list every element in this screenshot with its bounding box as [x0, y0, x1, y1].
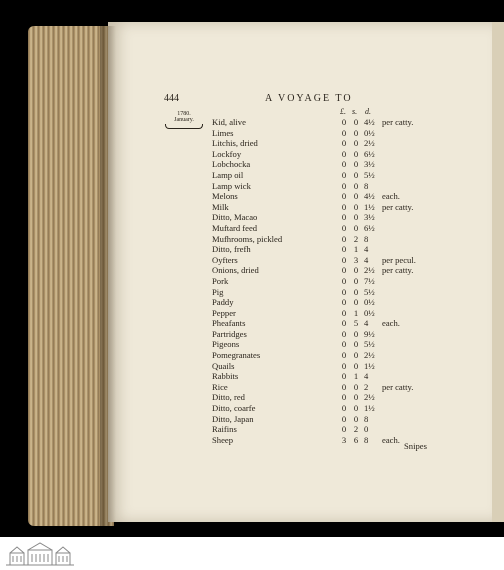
pence-value: 9½ [364, 328, 375, 339]
pounds-value: 0 [341, 201, 347, 212]
item-name: Ditto, coarfe [212, 403, 256, 414]
pounds-value: 0 [341, 265, 347, 276]
pounds-value: 0 [341, 392, 347, 403]
price-row [0, 424, 504, 435]
shillings-value: 0 [353, 328, 359, 339]
pence-value: 1½ [364, 201, 375, 212]
pounds-value: 0 [341, 360, 347, 371]
item-name: Lobchocka [212, 159, 251, 170]
item-name: Ditto, Japan [212, 413, 254, 424]
shillings-value: 0 [353, 212, 359, 223]
column-headers [0, 107, 504, 117]
pounds-value: 0 [341, 371, 347, 382]
price-row [0, 255, 504, 266]
shillings-value: 0 [353, 148, 359, 159]
margin-month: January. [174, 117, 194, 123]
item-name: Lockfoy [212, 148, 242, 159]
item-name: Ditto, frefh [212, 244, 251, 255]
shillings-value: 0 [353, 413, 359, 424]
shillings-value: 0 [353, 360, 359, 371]
shillings-value: 0 [353, 286, 359, 297]
item-name: Limes [212, 127, 234, 138]
price-row [0, 181, 504, 192]
margin-year: 1780. [177, 111, 191, 117]
item-name: Pork [212, 275, 229, 286]
shillings-value: 6 [353, 434, 359, 445]
price-list [0, 117, 504, 445]
price-row [0, 170, 504, 181]
pounds-value: 0 [341, 117, 347, 127]
item-name: Lamp oil [212, 169, 244, 180]
shillings-value: 0 [353, 127, 359, 138]
shillings-value: 1 [353, 307, 359, 318]
item-name: Ditto, Macao [212, 212, 258, 223]
shillings-value: 0 [353, 403, 359, 414]
pence-value: 8 [364, 413, 369, 424]
pounds-value: 0 [341, 233, 347, 244]
item-name: Pepper [212, 307, 236, 318]
price-row [0, 159, 504, 170]
pounds-value: 0 [341, 381, 347, 392]
shillings-value: 0 [353, 180, 359, 191]
pence-value: 8 [364, 233, 369, 244]
pence-value: 3½ [364, 212, 375, 223]
item-name: Partridges [212, 328, 247, 339]
pence-value: 2 [364, 381, 369, 392]
price-row [0, 287, 504, 298]
price-row [0, 234, 504, 245]
price-row [0, 191, 504, 202]
pence-value: 0½ [364, 297, 375, 308]
pence-value: 4½ [364, 191, 375, 202]
pence-value: 4 [364, 371, 369, 382]
shillings-value: 3 [353, 254, 359, 265]
pence-value: 8 [364, 434, 369, 445]
pounds-value: 0 [341, 350, 347, 361]
pounds-value: 0 [341, 424, 347, 435]
shillings-value: 0 [353, 138, 359, 149]
pounds-value: 0 [341, 339, 347, 350]
pounds-value: 0 [341, 307, 347, 318]
price-row [0, 382, 504, 393]
shillings-value: 0 [353, 265, 359, 276]
pounds-value: 0 [341, 127, 347, 138]
shillings-value: 0 [353, 169, 359, 180]
pence-value: 4½ [364, 117, 375, 127]
pounds-value: 0 [341, 138, 347, 149]
shillings-value: 2 [353, 233, 359, 244]
pence-value: 2½ [364, 265, 375, 276]
pence-value: 4 [364, 318, 369, 329]
pounds-value: 3 [341, 434, 347, 445]
item-name: Pheafants [212, 318, 246, 329]
unit-label: per catty. [382, 265, 414, 276]
pence-value: 1½ [364, 403, 375, 414]
pence-value: 7½ [364, 275, 375, 286]
pounds-value: 0 [341, 286, 347, 297]
shillings-value: 0 [353, 350, 359, 361]
pounds-value: 0 [341, 148, 347, 159]
pence-value: 0 [364, 424, 369, 435]
item-name: Raifins [212, 424, 237, 435]
item-name: Kid, alive [212, 117, 246, 127]
shillings-value: 0 [353, 117, 359, 127]
page-title: A VOYAGE TO [265, 93, 353, 104]
unit-label: per catty. [382, 117, 414, 127]
price-row [0, 149, 504, 160]
pounds-value: 0 [341, 244, 347, 255]
pounds-value: 0 [341, 413, 347, 424]
unit-label: per pecul. [382, 254, 416, 265]
price-row [0, 212, 504, 223]
price-row [0, 308, 504, 319]
item-name: Litchis, dried [212, 138, 258, 149]
pence-value: 3½ [364, 159, 375, 170]
price-row [0, 128, 504, 139]
pence-value: 5½ [364, 339, 375, 350]
running-head [164, 93, 464, 107]
price-row [0, 350, 504, 361]
pence-value: 5½ [364, 169, 375, 180]
price-row [0, 435, 504, 446]
price-row [0, 339, 504, 350]
pounds-value: 0 [341, 222, 347, 233]
shillings-value: 0 [353, 392, 359, 403]
pounds-value: 0 [341, 191, 347, 202]
shillings-value: 0 [353, 191, 359, 202]
item-name: Pomegranates [212, 350, 261, 361]
unit-label: per catty. [382, 381, 414, 392]
pence-value: 4 [364, 244, 369, 255]
pence-value: 5½ [364, 286, 375, 297]
item-name: Paddy [212, 297, 234, 308]
pence-value: 2½ [364, 350, 375, 361]
pounds-value: 0 [341, 328, 347, 339]
pounds-header: £. [340, 107, 346, 116]
shillings-value: 0 [353, 159, 359, 170]
pounds-value: 0 [341, 180, 347, 191]
shillings-value: 0 [353, 381, 359, 392]
price-row [0, 414, 504, 425]
price-row [0, 117, 504, 128]
unit-label: each. [382, 318, 400, 329]
item-name: Rice [212, 381, 228, 392]
shillings-value: 0 [353, 297, 359, 308]
library-building-logo [4, 541, 76, 567]
unit-label: per catty. [382, 201, 414, 212]
pounds-value: 0 [341, 212, 347, 223]
price-row [0, 297, 504, 308]
pounds-value: 0 [341, 275, 347, 286]
item-name: Pig [212, 286, 224, 297]
item-name: Pigeons [212, 339, 240, 350]
item-name: Muftard feed [212, 222, 258, 233]
price-row [0, 265, 504, 276]
pounds-value: 0 [341, 318, 347, 329]
shillings-value: 1 [353, 244, 359, 255]
shillings-value: 2 [353, 424, 359, 435]
shillings-value: 5 [353, 318, 359, 329]
pence-value: 6½ [364, 148, 375, 159]
item-name: Sheep [212, 434, 234, 445]
pence-value: 1½ [364, 360, 375, 371]
price-row [0, 318, 504, 329]
shillings-value: 0 [353, 201, 359, 212]
shillings-value: 1 [353, 371, 359, 382]
price-row [0, 403, 504, 414]
item-name: Rabbits [212, 371, 239, 382]
pence-value: 4 [364, 254, 369, 265]
item-name: Quails [212, 360, 235, 371]
item-name: Ditto, red [212, 392, 245, 403]
shillings-value: 0 [353, 339, 359, 350]
pounds-value: 0 [341, 297, 347, 308]
item-name: Lamp wick [212, 180, 251, 191]
page-number: 444 [164, 93, 179, 104]
pounds-value: 0 [341, 169, 347, 180]
pence-value: 2½ [364, 138, 375, 149]
item-name: Melons [212, 191, 238, 202]
item-name: Onions, dried [212, 265, 259, 276]
price-row [0, 361, 504, 372]
price-row [0, 138, 504, 149]
price-row [0, 371, 504, 382]
unit-label: each. [382, 191, 400, 202]
pence-value: 0½ [364, 307, 375, 318]
pence-value: 6½ [364, 222, 375, 233]
pounds-value: 0 [341, 254, 347, 265]
shillings-value: 0 [353, 222, 359, 233]
price-row [0, 329, 504, 340]
pounds-value: 0 [341, 403, 347, 414]
pence-header: d. [365, 107, 371, 116]
price-row [0, 276, 504, 287]
price-row [0, 202, 504, 213]
pounds-value: 0 [341, 159, 347, 170]
item-name: Milk [212, 201, 229, 212]
item-name: Oyfters [212, 254, 238, 265]
price-row [0, 244, 504, 255]
catchword: Snipes [404, 441, 427, 451]
unit-label: each. [382, 434, 400, 445]
shillings-header: s. [352, 107, 358, 116]
pence-value: 0½ [364, 127, 375, 138]
price-row [0, 392, 504, 403]
price-row [0, 223, 504, 234]
pence-value: 2½ [364, 392, 375, 403]
pence-value: 8 [364, 180, 369, 191]
shillings-value: 0 [353, 275, 359, 286]
item-name: Mufhrooms, pickled [212, 233, 283, 244]
